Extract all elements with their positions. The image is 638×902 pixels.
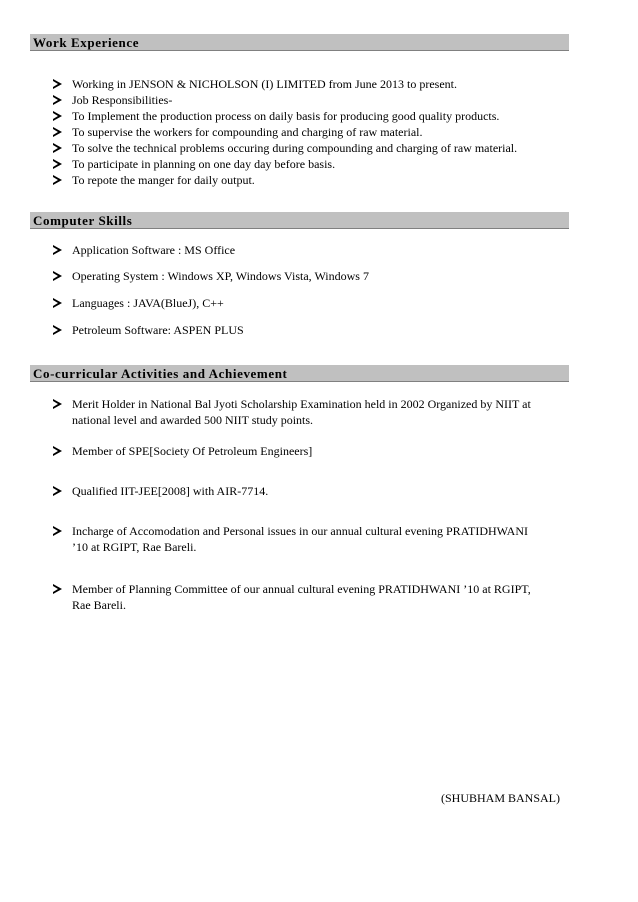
section-header-co-curricular: Co-curricular Activities and Achievement: [30, 365, 569, 382]
signature: (SHUBHAM BANSAL): [441, 791, 561, 805]
arrow-bullet-icon: [53, 325, 62, 335]
arrow-bullet-icon: [53, 486, 62, 496]
arrow-bullet-icon: [53, 584, 62, 594]
arrow-bullet-icon: [53, 526, 62, 536]
arrow-bullet-icon: [53, 271, 62, 281]
arrow-bullet-icon: [53, 127, 62, 137]
arrow-bullet-icon: [53, 399, 62, 409]
arrow-bullet-icon: [53, 446, 62, 456]
section-header-computer-skills: Computer Skills: [30, 212, 569, 229]
arrow-bullet-icon: [53, 143, 62, 153]
arrow-bullet-icon: [53, 175, 62, 185]
arrow-bullet-icon: [53, 298, 62, 308]
arrow-bullet-icon: [53, 95, 62, 105]
arrow-bullet-icon: [53, 79, 62, 89]
arrow-bullet-icon: [53, 159, 62, 169]
section-header-work-experience: Work Experience: [30, 34, 569, 51]
arrow-bullet-icon: [53, 245, 62, 255]
arrow-bullet-icon: [53, 111, 62, 121]
